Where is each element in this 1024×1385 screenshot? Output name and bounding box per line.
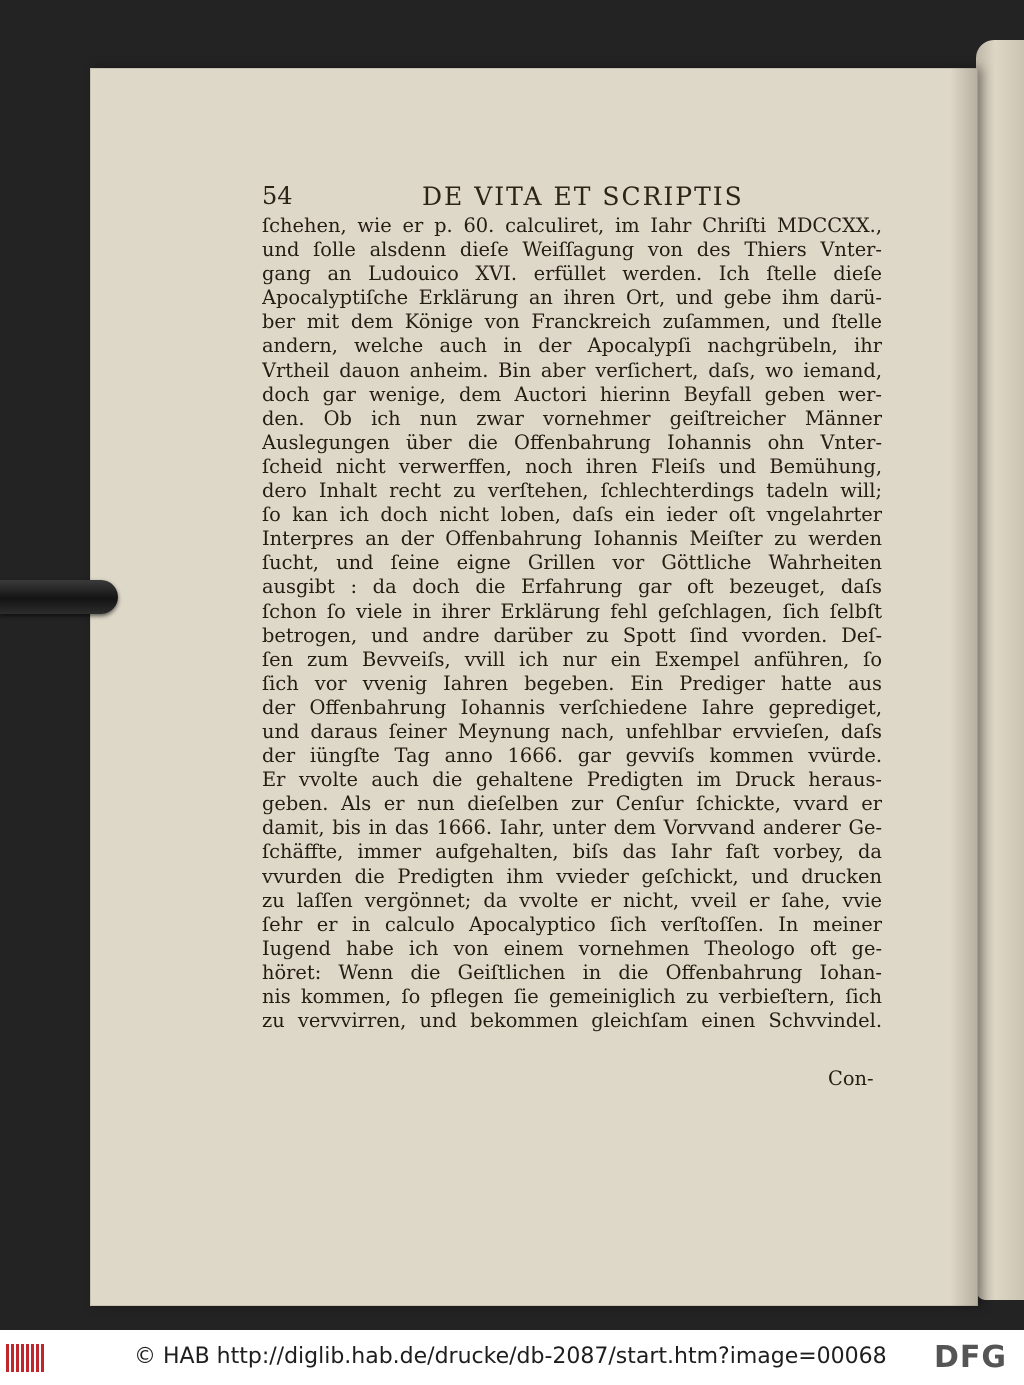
text-line: andern, welche auch in der Apocalypſi nachgrübeln, ihr	[262, 334, 882, 358]
book-clasp	[0, 580, 118, 614]
barcode-icon	[6, 1344, 46, 1372]
text-line: damit, bis in das 1666. Iahr, unter dem Vorvvand anderer Ge-	[262, 816, 882, 840]
body-text	[262, 214, 882, 1033]
catchword: Con-	[828, 1067, 874, 1090]
copyright-link[interactable]: © HAB http://diglib.hab.de/drucke/db-2087/start.htm?image=00068	[134, 1344, 887, 1369]
text-line: Apocalyptiſche Erklärung an ihren Ort, und gebe ihm darü-	[262, 286, 882, 310]
text-line: zu laſſen vergönnet; da vvolte er nicht, vveil er ſahe, vvie	[262, 888, 882, 912]
text-line: betrogen, und andre darüber zu Spott ſind vvorden. Deſ-	[262, 623, 882, 647]
text-line: höret: Wenn die Geiſtlichen in die Offenbahrung Iohan-	[262, 960, 882, 984]
text-line: ſucht, und ſeine eigne Grillen vor Göttliche Wahrheiten	[262, 551, 882, 575]
text-line: ausgibt : da doch die Erfahrung gar oft bezeuget, daſs	[262, 575, 882, 599]
text-line: den. Ob ich nun zwar vornehmer geiſtreicher Männer	[262, 406, 882, 430]
text-line: vvurden die Predigten ihm vvieder geſchickt, und drucken	[262, 864, 882, 888]
text-line: ſich vor vvenig Iahren begeben. Ein Prediger hatte aus	[262, 671, 882, 695]
text-line: und ſolle alsdenn dieſe Weiſſagung von des Thiers Vnter-	[262, 238, 882, 262]
text-line: ſcheid nicht verwerffen, noch ihren Fleiſs und Bemühung,	[262, 454, 882, 478]
text-line: Auslegungen über die Offenbahrung Iohannis ohn Vnter-	[262, 430, 882, 454]
text-line: ſchon ſo viele in ihrer Erklärung fehl geſchlagen, ſich ſelbſt	[262, 599, 882, 623]
text-line: ſehr er in calculo Apocalyptico ſich verſtoſſen. In meiner	[262, 912, 882, 936]
text-line: ſen zum Bevveiſs, vvill ich nur ein Exempel anführen, ſo	[262, 647, 882, 671]
page-number: 54	[262, 182, 293, 210]
next-page-edge	[976, 40, 1024, 1300]
text-line: nis kommen, ſo pflegen ſie gemeiniglich zu verbieſtern, ſich	[262, 985, 882, 1008]
running-title: DE VITA ET SCRIPTIS	[422, 182, 744, 211]
text-line: der Offenbahrung Iohannis verſchiedene Iahre geprediget,	[262, 695, 882, 719]
text-line: Interpres an der Offenbahrung Iohannis Meiſter zu werden	[262, 527, 882, 551]
text-line: gang an Ludouico XVI. erfüllet werden. Ich ſtelle dieſe	[262, 262, 882, 286]
text-line: Iugend habe ich von einem vornehmen Theologo oft ge-	[262, 936, 882, 960]
gutter-shadow	[950, 68, 978, 1306]
text-line: ſchäffte, immer aufgehalten, biſs das Iahr faſt vorbey, da	[262, 840, 882, 864]
dfg-logo: DFG	[934, 1340, 1008, 1375]
text-line: doch gar wenige, dem Auctori hierinn Beyfall geben wer-	[262, 382, 882, 406]
text-line: ſo kan ich doch nicht loben, daſs ein ieder oſt vngelahrter	[262, 503, 882, 527]
text-line: ſchehen, wie er p. 60. calculiret, im Iahr Chriſti MDCCXX.,	[262, 214, 882, 237]
text-line: dero Inhalt recht zu verſtehen, ſchlechterdings tadeln will;	[262, 479, 882, 503]
footer-bar	[0, 1330, 1024, 1385]
text-line: Er vvolte auch die gehaltene Predigten im Druck heraus-	[262, 768, 882, 792]
text-line: zu vervvirren, und bekommen gleichſam einen Schvvindel.	[262, 1009, 882, 1033]
text-line: geben. Als er nun dieſelben zur Cenſur ſchickte, vvard er	[262, 792, 882, 816]
text-line: ber mit dem Könige von Franckreich zuſammen, und ſtelle	[262, 310, 882, 334]
page-header	[262, 178, 822, 218]
text-line: Vrtheil dauon anheim. Bin aber verſichert, daſs, wo iemand,	[262, 358, 882, 382]
text-line: der iüngſte Tag anno 1666. gar gevviſs kommen vvürde.	[262, 744, 882, 768]
text-line: und daraus ſeiner Meynung nach, unfehlbar ervvieſen, daſs	[262, 719, 882, 743]
